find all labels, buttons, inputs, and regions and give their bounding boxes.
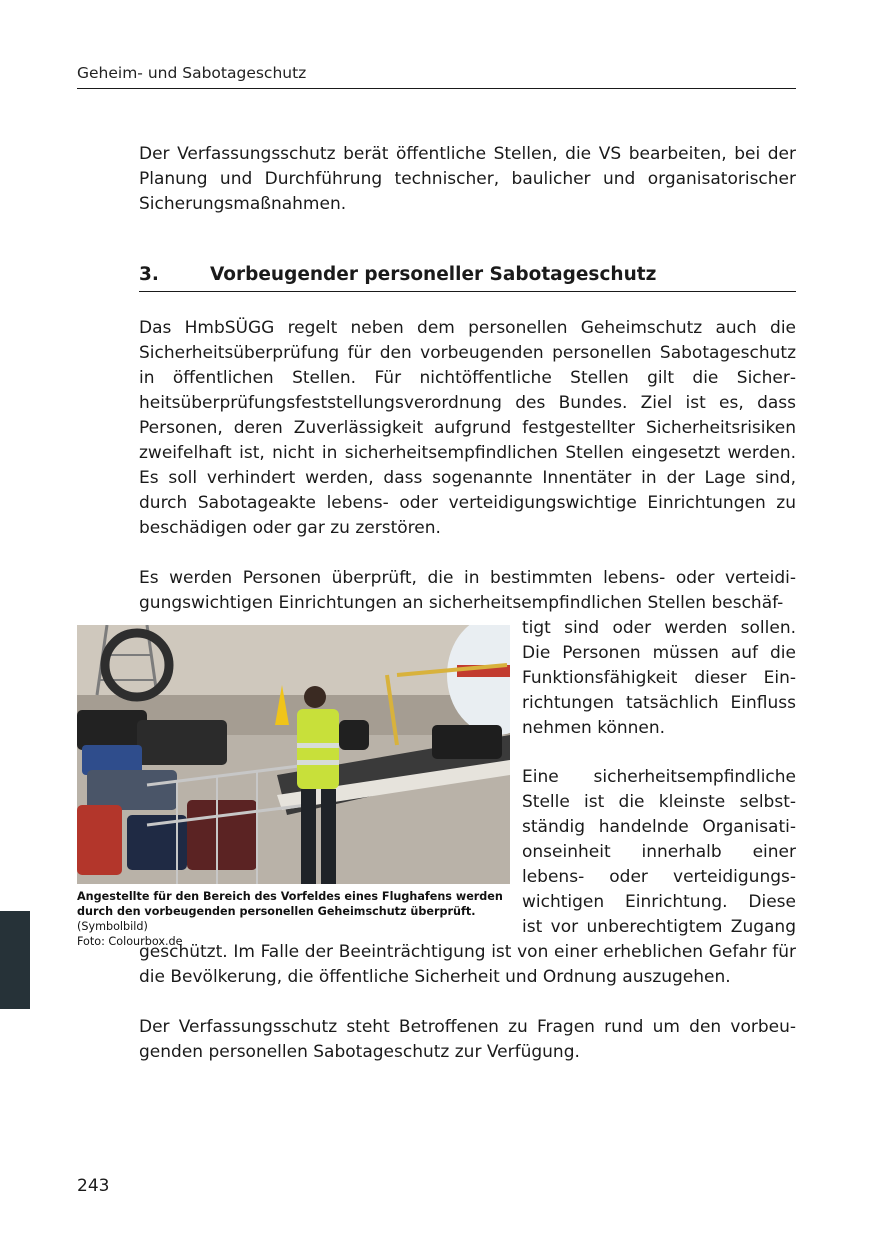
- paragraph-3-continuation: geschützt. Im Falle der Beeinträchtigung ist von einer erheblichen Gefahr für die Bevölkerung, die öffentliche Sicherheit und Ordnung auszugehen.: [139, 942, 796, 987]
- caption-note: (Symbolbild): [77, 920, 148, 933]
- figure-caption: [77, 889, 517, 949]
- text-line: nehmen können.: [522, 718, 666, 738]
- paragraph-2-full-lines: Es werden Personen überprüft, die in bestimmten lebens- oder verteidigungswichtigen Einrichtungen an sicherheitsempfindlichen Stellen beschäf-: [139, 568, 796, 613]
- running-header: Geheim- und Sabotageschutz: [77, 64, 796, 89]
- caption-bold: Angestellte für den Bereich des Vorfeldes eines Flughafens werden durch den vorbeugenden personellen Geheimschutz überprüft.: [77, 890, 503, 918]
- paragraph-4: Der Verfassungsschutz steht Betroffenen zu Fragen rund um den vorbeugenden personellen Sabotageschutz zur Verfügung.: [139, 1017, 796, 1062]
- intro-paragraph: Der Verfassungsschutz berät öffentliche Stellen, die VS bearbeiten, bei der Planung und Durchführung technischer, baulicher und organisatorischer Sicherungsmaßnahmen.: [139, 144, 796, 214]
- section-heading: [139, 264, 796, 292]
- text-line: onseinheit innerhalb einer: [522, 842, 796, 862]
- text-line: lebens- oder verteidigungs-: [522, 867, 796, 887]
- text-line: wichtigen Einrichtung. Diese: [522, 892, 796, 912]
- airport-baggage-photo: [77, 625, 510, 884]
- text-line: Eine sicherheitsempfindliche: [522, 767, 796, 787]
- text-line: Die Personen müssen auf die: [522, 643, 796, 663]
- text-line: Stelle ist die kleinste selbst-: [522, 792, 796, 812]
- section-number: 3.: [139, 264, 159, 285]
- page-number: 243: [77, 1176, 110, 1196]
- text-line: Funktionsfähigkeit dieser Ein-: [522, 668, 796, 688]
- paragraph-2-wrapped: [522, 616, 796, 741]
- text-line: tigt sind oder werden sollen.: [522, 618, 796, 638]
- photo-credit: Foto: Colourbox.de: [77, 935, 183, 948]
- text-line: ist vor unberechtigtem Zugang: [522, 917, 796, 937]
- text-line: ständig handelnde Organisati-: [522, 817, 796, 837]
- section-title: Vorbeugender personeller Sabotageschutz: [210, 264, 657, 285]
- paragraph-1: Das HmbSÜGG regelt neben dem personellen Geheimschutz auch die Sicherheitsüberprüfung für den vorbeugenden personellen Sabotageschutz in öffentlichen Stellen. Für nichtöffentliche Stellen gilt die Sicherheitsüberprüfungsfeststellungsverordnung des Bundes. Ziel ist es, dass Personen, deren Zuverlässigkeit aufgrund festgestellter Sicherheitsrisiken zweifelhaft ist, nicht in sicherheitsempfindlichen Stellen eingesetzt werden. Es soll verhindert werden, dass sogenannte Innentäter in der Lage sind, durch Sabotageakte lebens- oder verteidigungswichtige Einrichtungen zu beschädigen oder gar zu zerstören.: [139, 318, 796, 538]
- paragraph-3-wrapped: [522, 765, 796, 940]
- chapter-side-tab: [0, 911, 30, 1009]
- text-line: richtungen tatsächlich Einfluss: [522, 693, 796, 713]
